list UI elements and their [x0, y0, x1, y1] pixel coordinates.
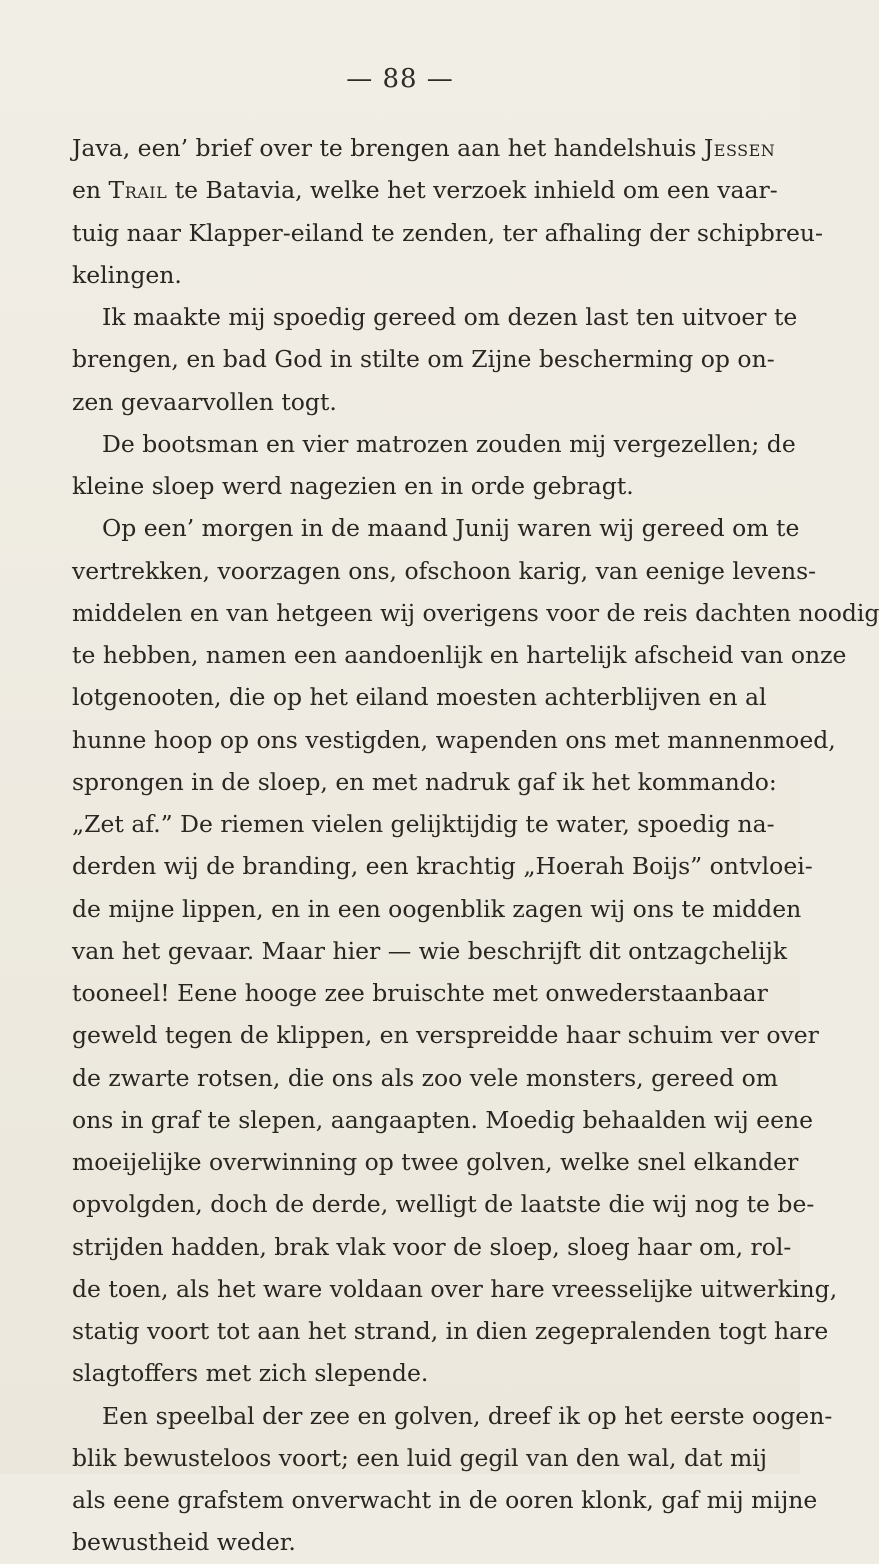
text-line: kleine sloep werd nagezien en in orde gebragt. — [72, 472, 634, 500]
text-line: van het gevaar. Maar hier — wie beschrijft dit ontzagchelijk — [72, 936, 788, 965]
text-line: tooneel! Eene hooge zee bruischte met onwederstaanbaar — [72, 979, 768, 1007]
text-line: statig voort tot aan het strand, in dien zegepralenden togt hare — [72, 1317, 829, 1345]
text-line: hunne hoop op ons vestigden, wapenden ons met mannenmoed, — [72, 725, 836, 754]
paragraph-start-line: Op een’ morgen in de maand Junij waren wij gereed om te — [102, 514, 800, 543]
text-line: bewustheid weder. — [72, 1528, 296, 1557]
text-line: ons in graf te slepen, aangaapten. Moedig behaalden wij eene — [72, 1105, 814, 1134]
text-line: Java, een’ brief over te brengen aan het handelshuis Jessen — [72, 134, 776, 162]
text-line: derden wij de branding, een krachtig „Hoerah Boijs” ontvloei- — [72, 852, 813, 881]
text-line: strijden hadden, brak vlak voor de sloep, sloeg haar om, rol- — [72, 1232, 792, 1261]
body-text — [72, 127, 879, 1564]
text-line: kelingen. — [72, 260, 182, 289]
text-line: lotgenooten, die op het eiland moesten achterblijven en al — [72, 683, 767, 712]
text-line: zen gevaarvollen togt. — [72, 387, 337, 416]
text-line: brengen, en bad God in stilte om Zijne bescherming op on- — [72, 345, 775, 374]
paragraph-start-line: De bootsman en vier matrozen zouden mij vergezellen; de — [102, 429, 796, 458]
text-line: en Trail te Batavia, welke het verzoek inhield om een vaar- — [72, 176, 778, 205]
text-line: moeijelijke overwinning op twee golven, welke snel elkander — [72, 1148, 799, 1176]
text-line: sprongen in de sloep, en met nadruk gaf ik het kommando: — [72, 767, 777, 796]
paragraph-start-line: Een speelbal der zee en golven, dreef ik op het eerste oogen- — [102, 1401, 833, 1430]
text-line: te hebben, namen een aandoenlijk en hartelijk afscheid van onze — [72, 641, 847, 669]
text-line: opvolgden, doch de derde, welligt de laatste die wij nog te be- — [72, 1190, 815, 1219]
page-number: — 88 — — [346, 64, 454, 94]
text-line: middelen en van hetgeen wij overigens voor de reis dachten noodig — [72, 598, 879, 627]
text-line: tuig naar Klapper-eiland te zenden, ter afhaling der schipbreu- — [72, 218, 824, 247]
text-line: vertrekken, voorzagen ons, ofschoon karig, van eenige levens- — [72, 556, 817, 585]
text-line: geweld tegen de klippen, en verspreidde haar schuim ver over — [72, 1021, 819, 1050]
text-line: de toen, als het ware voldaan over hare vreesselijke uitwerking, — [72, 1274, 838, 1303]
text-line: de zwarte rotsen, die ons als zoo vele monsters, gereed om — [72, 1063, 779, 1092]
paragraph-start-line: Ik maakte mij spoedig gereed om dezen last ten uitvoer te — [102, 303, 798, 331]
text-line: blik bewusteloos voort; een luid gegil van den wal, dat mij — [72, 1443, 768, 1472]
text-line: de mijne lippen, en in een oogenblik zagen wij ons te midden — [72, 894, 802, 923]
text-line: als eene grafstem onverwacht in de ooren klonk, gaf mij mijne — [72, 1486, 818, 1514]
text-line: slagtoffers met zich slepende. — [72, 1359, 429, 1388]
text-line: „Zet af.” De riemen vielen gelijktijdig te water, spoedig na- — [72, 810, 775, 838]
